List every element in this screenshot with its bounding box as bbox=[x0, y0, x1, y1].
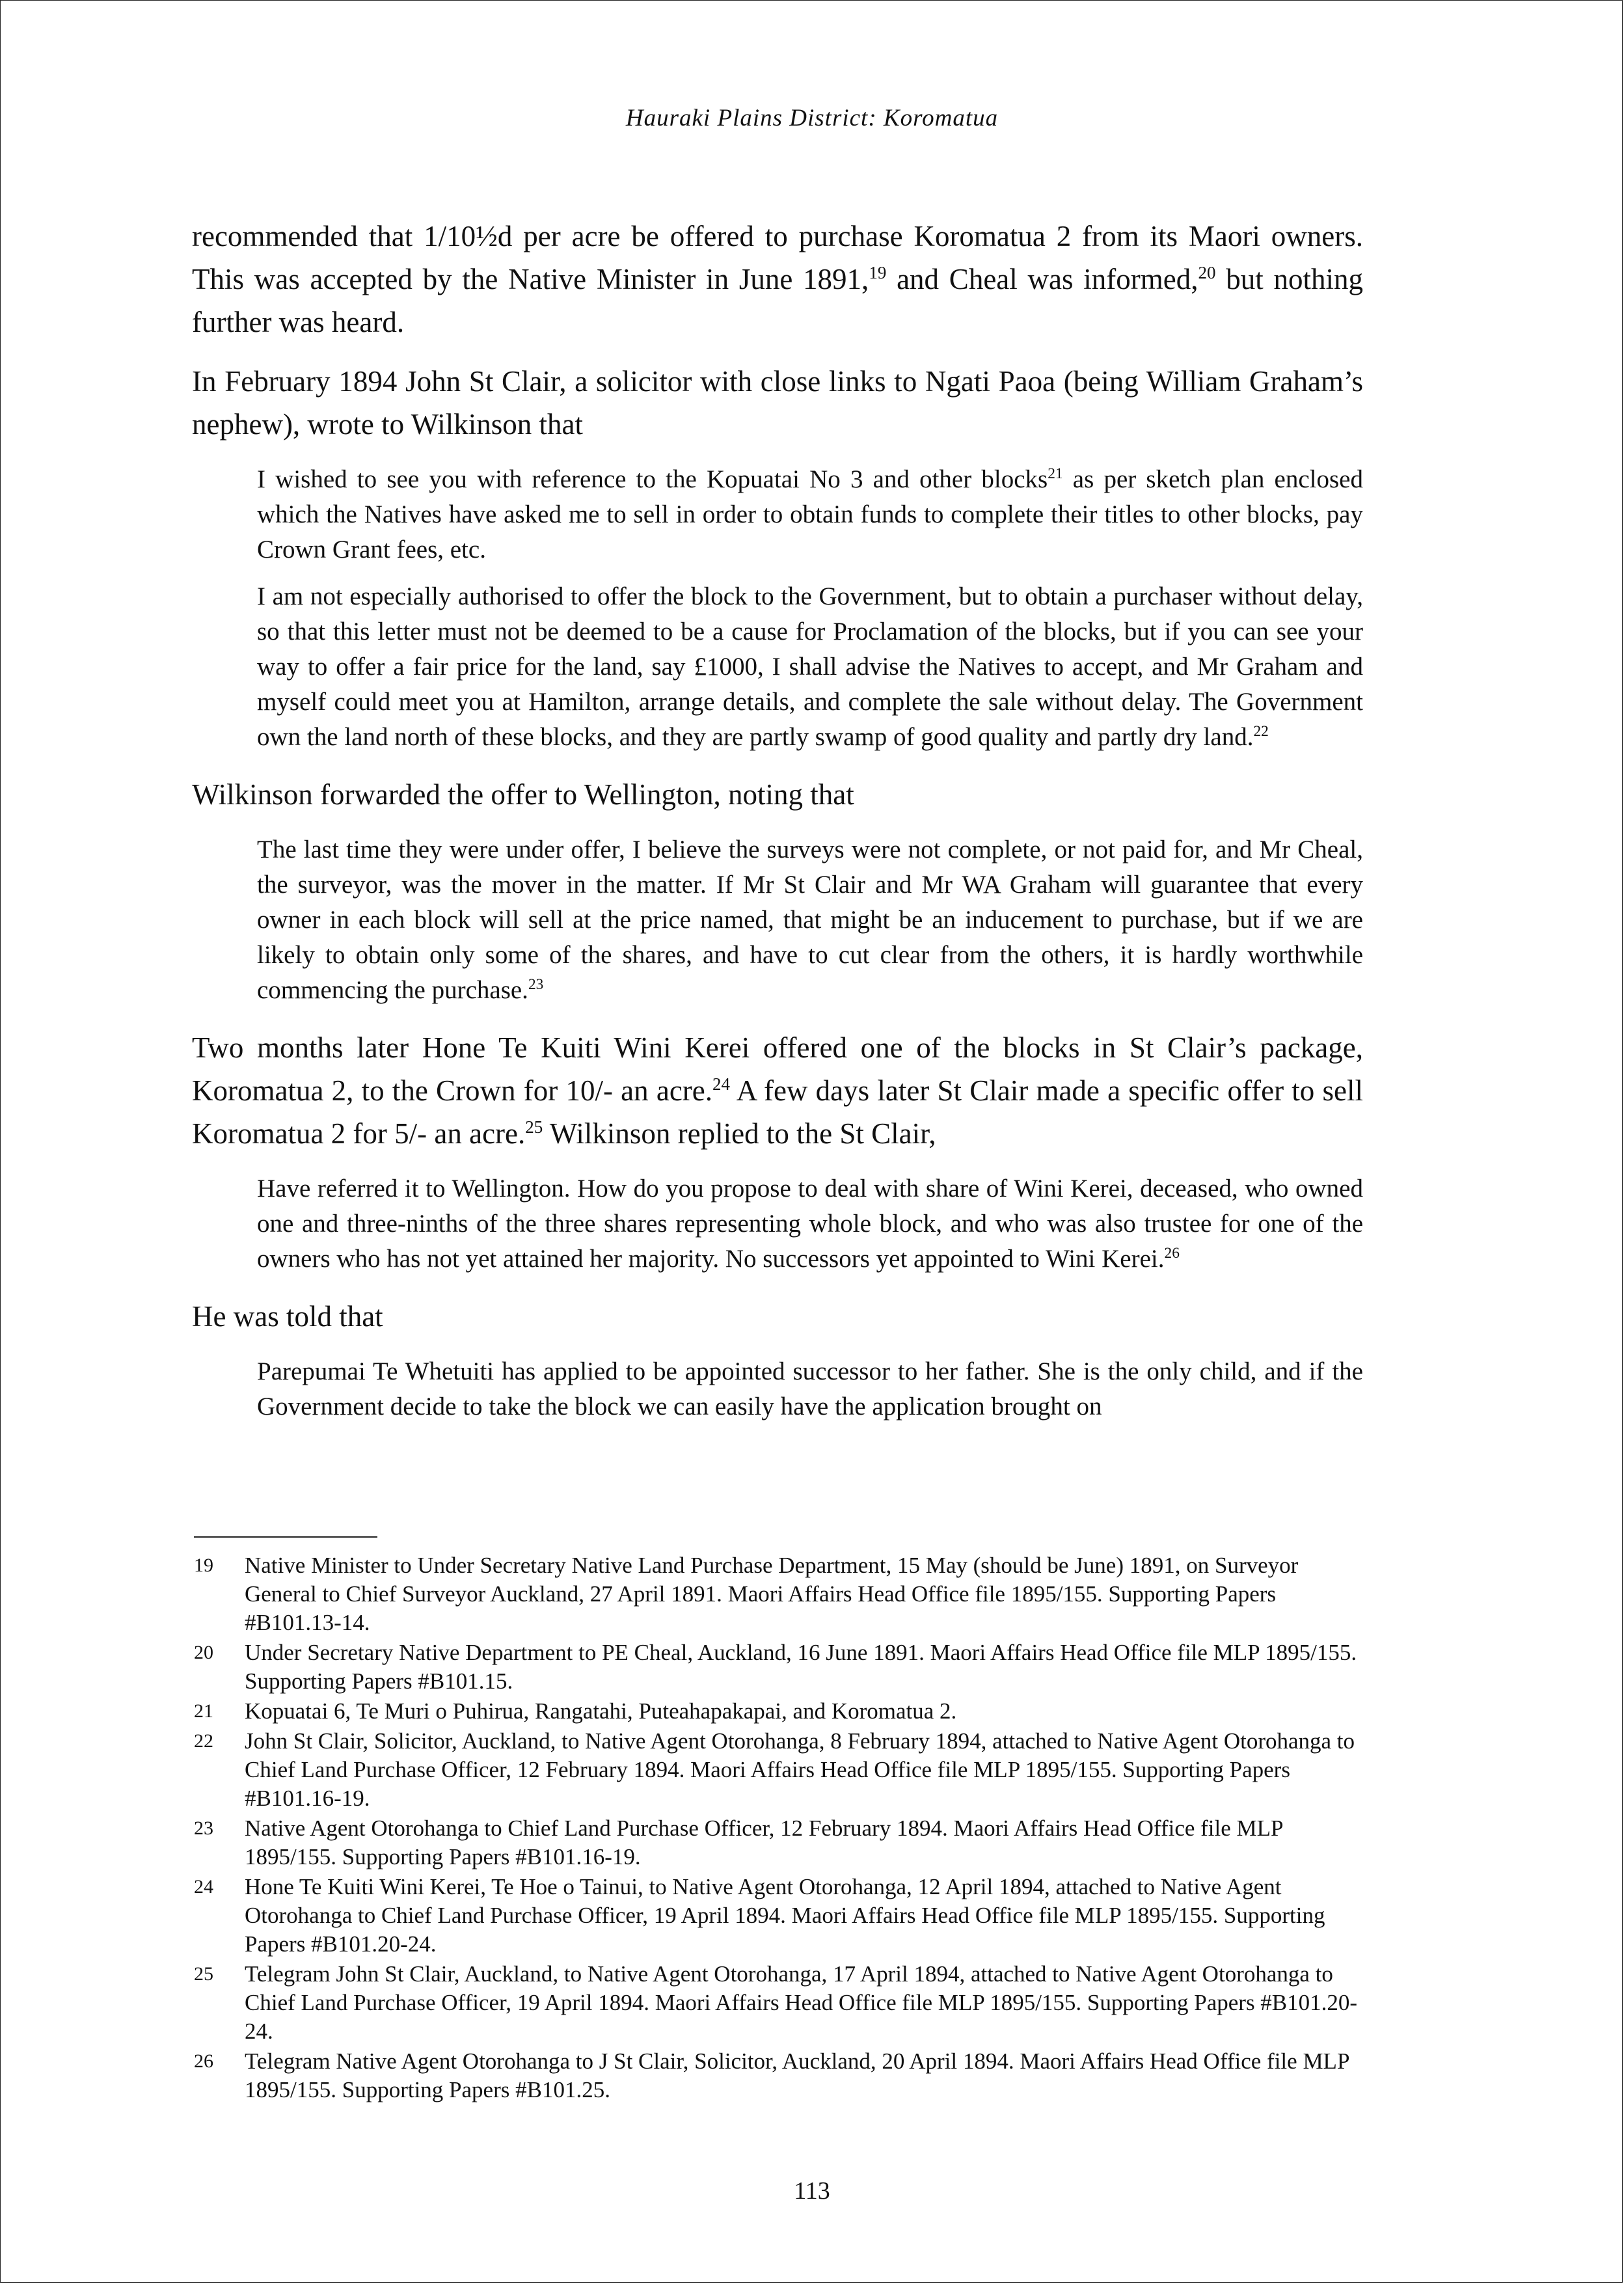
quote-text: Parepumai Te Whetuiti has applied to be appointed successor to her father. She is the only child, and if the Government decide to take the block we can easily have the application brought on bbox=[257, 1357, 1363, 1421]
footnote-ref: 21 bbox=[1048, 465, 1063, 482]
footnote-ref: 25 bbox=[525, 1117, 543, 1137]
footnote-number: 26 bbox=[194, 2050, 213, 2072]
footnote-text: Kopuatai 6, Te Muri o Puhirua, Rangatahi, Puteahapakapai, and Koromatua 2. bbox=[245, 1698, 957, 1724]
footnote-ref: 19 bbox=[869, 263, 887, 282]
page-number: 113 bbox=[794, 2177, 830, 2205]
footnote-text: Native Agent Otorohanga to Chief Land Purchase Officer, 12 February 1894. Maori Affairs Head Office file MLP 1895/155. Supporting Papers #B101.16-19. bbox=[245, 1815, 1283, 1869]
paragraph bbox=[192, 215, 1363, 344]
block-quote bbox=[257, 462, 1363, 567]
block-quote bbox=[257, 832, 1363, 1008]
paragraph bbox=[192, 360, 1363, 446]
quote-text: I wished to see you with reference to the Kopuatai No 3 and other blocks bbox=[257, 465, 1048, 493]
footnote-number: 23 bbox=[194, 1817, 213, 1839]
footnote-number: 20 bbox=[194, 1642, 213, 1663]
footnote-number: 21 bbox=[194, 1700, 213, 1722]
block-quote bbox=[257, 1171, 1363, 1277]
footnote bbox=[194, 2047, 1365, 2104]
paragraph-text: Two months later Hone Te Kuiti Wini Kerei offered one of the blocks in St Clair’s package, Koromatua 2, to the Crown for 10/- an acre. bbox=[192, 1031, 1363, 1107]
paragraph bbox=[192, 1026, 1363, 1155]
quote-text: Have referred it to Wellington. How do you propose to deal with share of Wini Kerei, deceased, who owned one and three-ninths of the three shares representing whole block, and who was also trustee for one of the owners who has not yet attained her majority. No successors yet appointed to Wini Kerei. bbox=[257, 1175, 1363, 1273]
footnote-text: Hone Te Kuiti Wini Kerei, Te Hoe o Tainui, to Native Agent Otorohanga, 12 April 1894, attached to Native Agent Otorohanga to Chief Land Purchase Officer, 19 April 1894. Maori Affairs Head Office file MLP 1895/155. Supporting Papers #B101.20-24. bbox=[245, 1874, 1325, 1957]
footnote bbox=[194, 1697, 1365, 1726]
paragraph-text: In February 1894 John St Clair, a solicitor with close links to Ngati Paoa (being William Graham’s nephew), wrote to Wilkinson that bbox=[192, 365, 1363, 441]
footnote-ref: 20 bbox=[1198, 263, 1216, 282]
footnote bbox=[194, 1814, 1365, 1871]
footnote bbox=[194, 1960, 1365, 2046]
footnote-ref: 26 bbox=[1164, 1245, 1180, 1262]
footnote-text: Native Minister to Under Secretary Native Land Purchase Department, 15 May (should be June) 1891, on Surveyor General to Chief Surveyor Auckland, 27 April 1891. Maori Affairs Head Office file 1895/155. Supporting Papers #B101.13-14. bbox=[245, 1553, 1299, 1635]
footnote bbox=[194, 1873, 1365, 1959]
paragraph-text: He was told that bbox=[192, 1300, 383, 1333]
footnote bbox=[194, 1638, 1365, 1696]
paragraph bbox=[192, 773, 1363, 816]
footnote bbox=[194, 1551, 1365, 1637]
footnote-number: 19 bbox=[194, 1555, 213, 1576]
footnote-text: Telegram John St Clair, Auckland, to Native Agent Otorohanga, 17 April 1894, attached to Native Agent Otorohanga to Chief Land Purchase Officer, 19 April 1894. Maori Affairs Head Office file MLP 1895/155. Supporting Papers #B101.20-24. bbox=[245, 1961, 1358, 2044]
body-text bbox=[192, 215, 1363, 1436]
footnote-number: 25 bbox=[194, 1963, 213, 1985]
paragraph-text: A few days later St Clair made a specific offer to sell Koromatua 2 for 5/- an acre. bbox=[192, 1074, 1363, 1150]
footnotes bbox=[194, 1551, 1365, 2106]
block-quote bbox=[257, 579, 1363, 755]
quote-text: as per sketch plan enclosed which the Natives have asked me to sell in order to obtain funds to complete their titles to other blocks, pay Crown Grant fees, etc. bbox=[257, 465, 1363, 564]
paragraph-text: Wilkinson replied to the St Clair, bbox=[543, 1117, 936, 1150]
paragraph bbox=[192, 1295, 1363, 1338]
paragraph-text: and Cheal was informed, bbox=[886, 263, 1198, 295]
footnote-rule bbox=[194, 1536, 377, 1538]
footnote-text: Under Secretary Native Department to PE Cheal, Auckland, 16 June 1891. Maori Affairs Head Office file MLP 1895/155. Supporting Papers #B101.15. bbox=[245, 1640, 1357, 1694]
quote-text: The last time they were under offer, I believe the surveys were not complete, or not paid for, and Mr Cheal, the surveyor, was the mover in the matter. If Mr St Clair and Mr WA Graham will guarantee that every owner in each block will sell at the price named, that might be an inducement to purchase, but if we are likely to obtain only some of the shares, and have to cut clear from the others, it is hardly worthwhile commencing the purchase. bbox=[257, 836, 1363, 1004]
block-quote bbox=[257, 1354, 1363, 1424]
footnote bbox=[194, 1727, 1365, 1813]
footnote-number: 24 bbox=[194, 1876, 213, 1897]
footnote-number: 22 bbox=[194, 1730, 213, 1752]
footnote-text: Telegram Native Agent Otorohanga to J St Clair, Solicitor, Auckland, 20 April 1894. Maori Affairs Head Office file MLP 1895/155. Supporting Papers #B101.25. bbox=[245, 2048, 1349, 2102]
quote-text: I am not especially authorised to offer the block to the Government, but to obtain a purchaser without delay, so that this letter must not be deemed to be a cause for Proclamation of the blocks, but if you can see your way to offer a fair price for the land, say £1000, I shall advise the Natives to accept, and Mr Graham and myself could meet you at Hamilton, arrange details, and complete the sale without delay. The Government own the land north of these blocks, and they are partly swamp of good quality and partly dry land. bbox=[257, 582, 1363, 751]
running-header: Hauraki Plains District: Koromatua bbox=[625, 105, 999, 131]
footnote-ref: 22 bbox=[1253, 723, 1269, 740]
footnote-ref: 23 bbox=[528, 976, 544, 993]
paragraph-text: Wilkinson forwarded the offer to Wellington, noting that bbox=[192, 778, 854, 811]
paragraph-text: recommended that 1/10½d per acre be offered to purchase Koromatua 2 from its Maori owners. This was accepted by the Native Minister in June 1891, bbox=[192, 220, 1363, 295]
footnote-text: John St Clair, Solicitor, Auckland, to Native Agent Otorohanga, 8 February 1894, attached to Native Agent Otorohanga to Chief Land Purchase Officer, 12 February 1894. Maori Affairs Head Office file MLP 1895/155. Supporting Papers #B101.16-19. bbox=[245, 1728, 1355, 1811]
footnote-ref: 24 bbox=[712, 1074, 730, 1094]
paragraph-text: but nothing further was heard. bbox=[192, 263, 1363, 338]
